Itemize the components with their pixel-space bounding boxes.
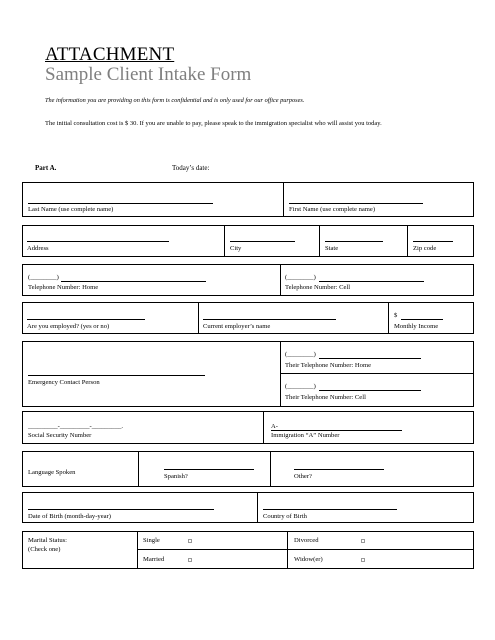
income-input[interactable] — [401, 319, 443, 320]
name-row — [22, 182, 474, 217]
single-label: Single — [143, 537, 160, 544]
other-language-input[interactable] — [294, 469, 384, 470]
ssn-label: Social Security Number — [28, 432, 92, 439]
other-language-label: Other? — [294, 473, 312, 480]
divorced-label: Divorced — [294, 537, 319, 544]
state-label: State — [325, 245, 339, 252]
check-one-label: (Check one) — [28, 546, 61, 553]
spanish-label: Spanish? — [164, 473, 188, 480]
employer-label: Current employer’s name — [203, 323, 271, 330]
last-name-input[interactable] — [28, 203, 213, 204]
ssn-input[interactable]: _________-_________-_________. — [28, 423, 124, 430]
widow-checkbox[interactable] — [361, 558, 365, 562]
employed-input[interactable] — [27, 319, 145, 320]
their-cell-area-code: (________) — [285, 383, 316, 390]
married-checkbox[interactable] — [188, 558, 192, 562]
dob-label: Date of Birth (month-day-year) — [28, 513, 111, 520]
todays-date-label: Today’s date: — [172, 164, 210, 172]
country-label: Country of Birth — [263, 513, 307, 520]
a-number-label: Immigration “A” Number — [271, 432, 340, 439]
income-dollar-sign: $ — [394, 312, 398, 319]
first-name-input[interactable] — [289, 203, 423, 204]
phone-home-area-code: (________) — [28, 274, 59, 281]
emergency-row — [22, 341, 474, 407]
divorced-checkbox[interactable] — [361, 539, 365, 543]
id-numbers-row — [22, 411, 474, 444]
zip-label: Zip code — [413, 245, 437, 252]
dob-input[interactable] — [28, 509, 214, 510]
cost-notice: The initial consultation cost is $ 30. If you are unable to pay, please speak to the immigration specialist who will assist you today. — [45, 120, 382, 127]
form-subtitle: Sample Client Intake Form — [45, 64, 252, 85]
address-row — [22, 225, 474, 257]
married-label: Married — [143, 556, 165, 563]
address-label: Address — [27, 245, 49, 252]
marital-row — [22, 531, 474, 569]
language-row — [22, 451, 474, 487]
phone-cell-area-code: (________) — [285, 274, 316, 281]
single-checkbox[interactable] — [188, 539, 192, 543]
city-label: City — [230, 245, 242, 252]
emergency-contact-label: Emergency Contact Person — [28, 379, 100, 386]
marital-label: Marital Status: — [28, 537, 68, 544]
address-input[interactable] — [27, 241, 169, 242]
confidential-notice: The information you are providing on this form is confidential and is only used for our office purposes. — [45, 97, 305, 104]
their-cell-input[interactable] — [319, 390, 421, 391]
zip-input[interactable] — [413, 241, 453, 242]
country-input[interactable] — [263, 509, 397, 510]
a-number-input[interactable] — [271, 430, 402, 431]
spanish-input[interactable] — [164, 469, 254, 470]
their-home-input[interactable] — [319, 358, 421, 359]
income-label: Monthly Income — [394, 323, 439, 330]
employment-row — [22, 302, 474, 334]
employed-label: Are you employed? (yes or no) — [27, 323, 110, 330]
emergency-contact-input[interactable] — [28, 375, 205, 376]
their-home-label: Their Telephone Number: Home — [285, 362, 372, 369]
employer-input[interactable] — [203, 319, 336, 320]
language-label: Language Spoken — [28, 469, 76, 476]
first-name-label: First Name (use complete name) — [289, 206, 376, 213]
a-number-prefix: A- — [271, 423, 278, 430]
their-cell-label: Their Telephone Number: Cell — [285, 394, 366, 401]
state-input[interactable] — [325, 241, 383, 242]
city-input[interactable] — [230, 241, 295, 242]
phone-home-label: Telephone Number: Home — [28, 284, 99, 291]
phone-cell-input[interactable] — [319, 281, 424, 282]
telephone-row — [22, 264, 474, 296]
last-name-label: Last Name (use complete name) — [28, 206, 114, 213]
part-label: Part A. — [35, 164, 57, 172]
birth-row — [22, 492, 474, 523]
their-home-area-code: (________) — [285, 351, 316, 358]
phone-home-input[interactable] — [61, 281, 206, 282]
widow-label: Widow(er) — [294, 556, 323, 563]
form-title: ATTACHMENT — [45, 44, 175, 65]
phone-cell-label: Telephone Number: Cell — [285, 284, 351, 291]
